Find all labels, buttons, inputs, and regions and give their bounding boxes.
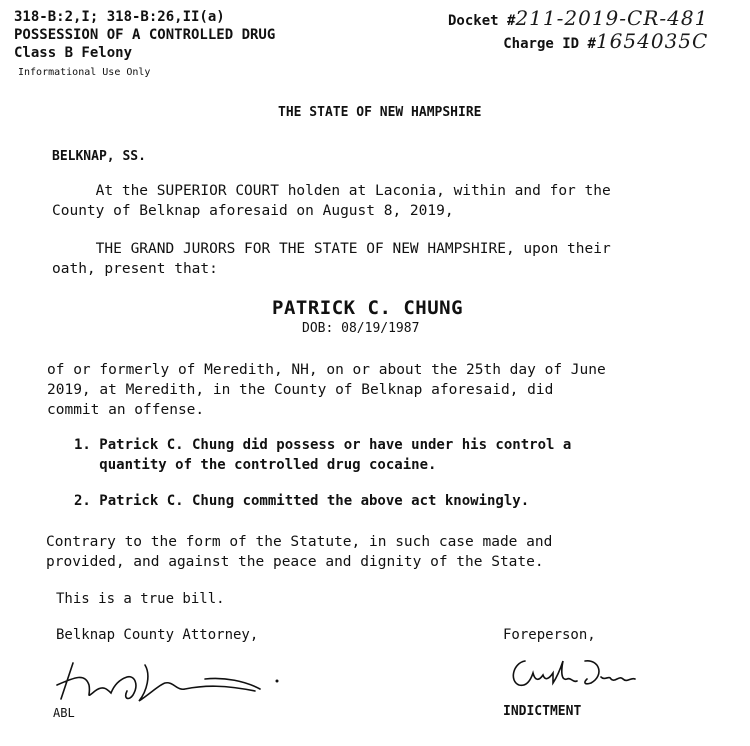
venue: BELKNAP, SS. (52, 149, 146, 164)
court-paragraph: At the SUPERIOR COURT holden at Laconia, within and for the County of Belknap aforesaid on August 8, 2019, (52, 183, 611, 219)
defendant-dob: DOB: 08/19/1987 (302, 321, 420, 336)
offense-title: POSSESSION OF A CONTROLLED DRUG (14, 27, 276, 43)
header-right (448, 8, 708, 54)
informational-note: Informational Use Only (18, 67, 151, 78)
count-two: 2. Patrick C. Chung committed the above act knowingly. (74, 493, 530, 509)
charge-line (448, 31, 708, 54)
county-attorney-label: Belknap County Attorney, (56, 627, 259, 643)
felony-class: Class B Felony (14, 45, 133, 61)
foreperson-label: Foreperson, (503, 627, 596, 643)
docket-label: Docket # (448, 13, 516, 29)
header-left (14, 8, 275, 62)
document-title: THE STATE OF NEW HAMPSHIRE (278, 105, 482, 120)
attorney-signature (55, 655, 285, 715)
charge-label: Charge ID # (503, 36, 596, 52)
indictment-label: INDICTMENT (503, 704, 582, 719)
defendant-name: PATRICK C. CHUNG (272, 297, 464, 319)
contrary-paragraph: Contrary to the form of the Statute, in such case made and provided, and against the peace and dignity of the State. (46, 534, 553, 570)
count-one: 1. Patrick C. Chung did possess or have under his control a quantity of the controlled drug cocaine. (74, 437, 572, 473)
foreperson-signature (505, 653, 645, 698)
grand-jurors-paragraph: THE GRAND JURORS FOR THE STATE OF NEW HAMPSHIRE, upon their oath, present that: (52, 241, 611, 277)
charge-id: 1654035C (595, 29, 709, 53)
docket-number: 211-2019-CR-481 (515, 6, 709, 30)
initials: ABL (53, 706, 75, 720)
statute-reference: 318-B:2,I; 318-B:26,II(a) (14, 9, 225, 25)
docket-line (448, 8, 708, 31)
offense-paragraph: of or formerly of Meredith, NH, on or about the 25th day of June 2019, at Meredith, in the County of Belknap aforesaid, did commit an offense. (47, 362, 606, 418)
true-bill-statement: This is a true bill. (56, 591, 225, 607)
